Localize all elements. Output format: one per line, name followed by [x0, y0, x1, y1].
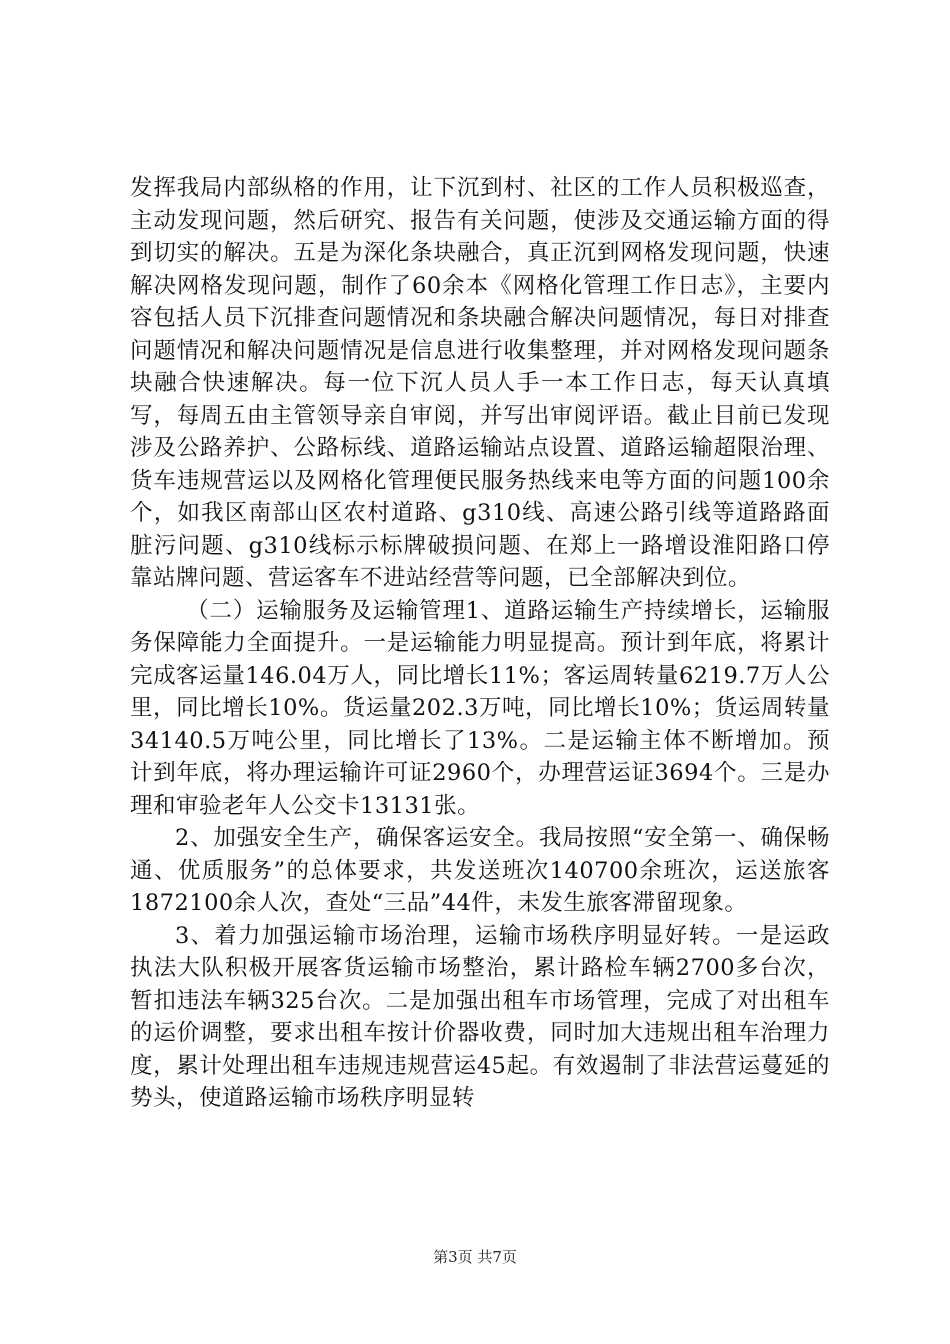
body-text: [130, 172, 830, 1115]
paragraph-safety-production: 2、加强安全生产，确保客运安全。我局按照“安全第一、确保畅通、优质服务”的总体要求，共发送班次140700余班次，运送旅客1872100余人次，查处“三品”44件，未发生旅客滞留现象。: [130, 825, 830, 916]
paragraph-market-governance: 3、着力加强运输市场治理，运输市场秩序明显好转。一是运政执法大队积极开展客货运输市场整治，累计路检车辆2700多台次，暂扣违法车辆325台次。二是加强出租车市场管理，完成了对出租车的运价调整，要求出租车按计价器收费，同时加大违规出租车治理力度，累计处理出租车违规违规营运45起。有效遏制了非法营运蔓延的势头，使道路运输市场秩序明显转: [130, 922, 830, 1111]
page-footer: 第3页 共7页: [433, 1248, 517, 1266]
paragraph-transport-services: （二）运输服务及运输管理1、道路运输生产持续增长，运输服务保障能力全面提升。一是运输能力明显提高。预计到年底，将累计完成客运量146.04万人，同比增长11%；客运周转量6219.7万人公里，同比增长10%。货运量202.3万吨，同比增长10%；货运周转量34140.5万吨公里，同比增长了13%。二是运输主体不断增加。预计到年底，将办理运输许可证2960个，办理营运证3694个。三是办理和审验老年人公交卡13131张。: [130, 597, 830, 819]
paragraph-grid-management: 发挥我局内部纵格的作用，让下沉到村、社区的工作人员积极巡查，主动发现问题，然后研究、报告有关问题，使涉及交通运输方面的得到切实的解决。五是为深化条块融合，真正沉到网格发现问题，快速解决网格发现问题，制作了60余本《网格化管理工作日志》，主要内容包括人员下沉排查问题情况和条块融合解决问题情况，每日对排查问题情况和解决问题情况是信息进行收集整理，并对网格发现问题条块融合快速解决。每一位下沉人员人手一本工作日志，每天认真填写，每周五由主管领导亲自审阅，并写出审阅评语。截止目前已发现涉及公路养护、公路标线、道路运输站点设置、道路运输超限治理、货车违规营运以及网格化管理便民服务热线来电等方面的问题100余个，如我区南部山区农村道路、g310线、高速公路引线等道路路面脏污问题、g310线标示标牌破损问题、在郑上一路增设淮阳路口停靠站牌问题、营运客车不进站经营等问题，已全部解决到位。: [130, 175, 830, 591]
